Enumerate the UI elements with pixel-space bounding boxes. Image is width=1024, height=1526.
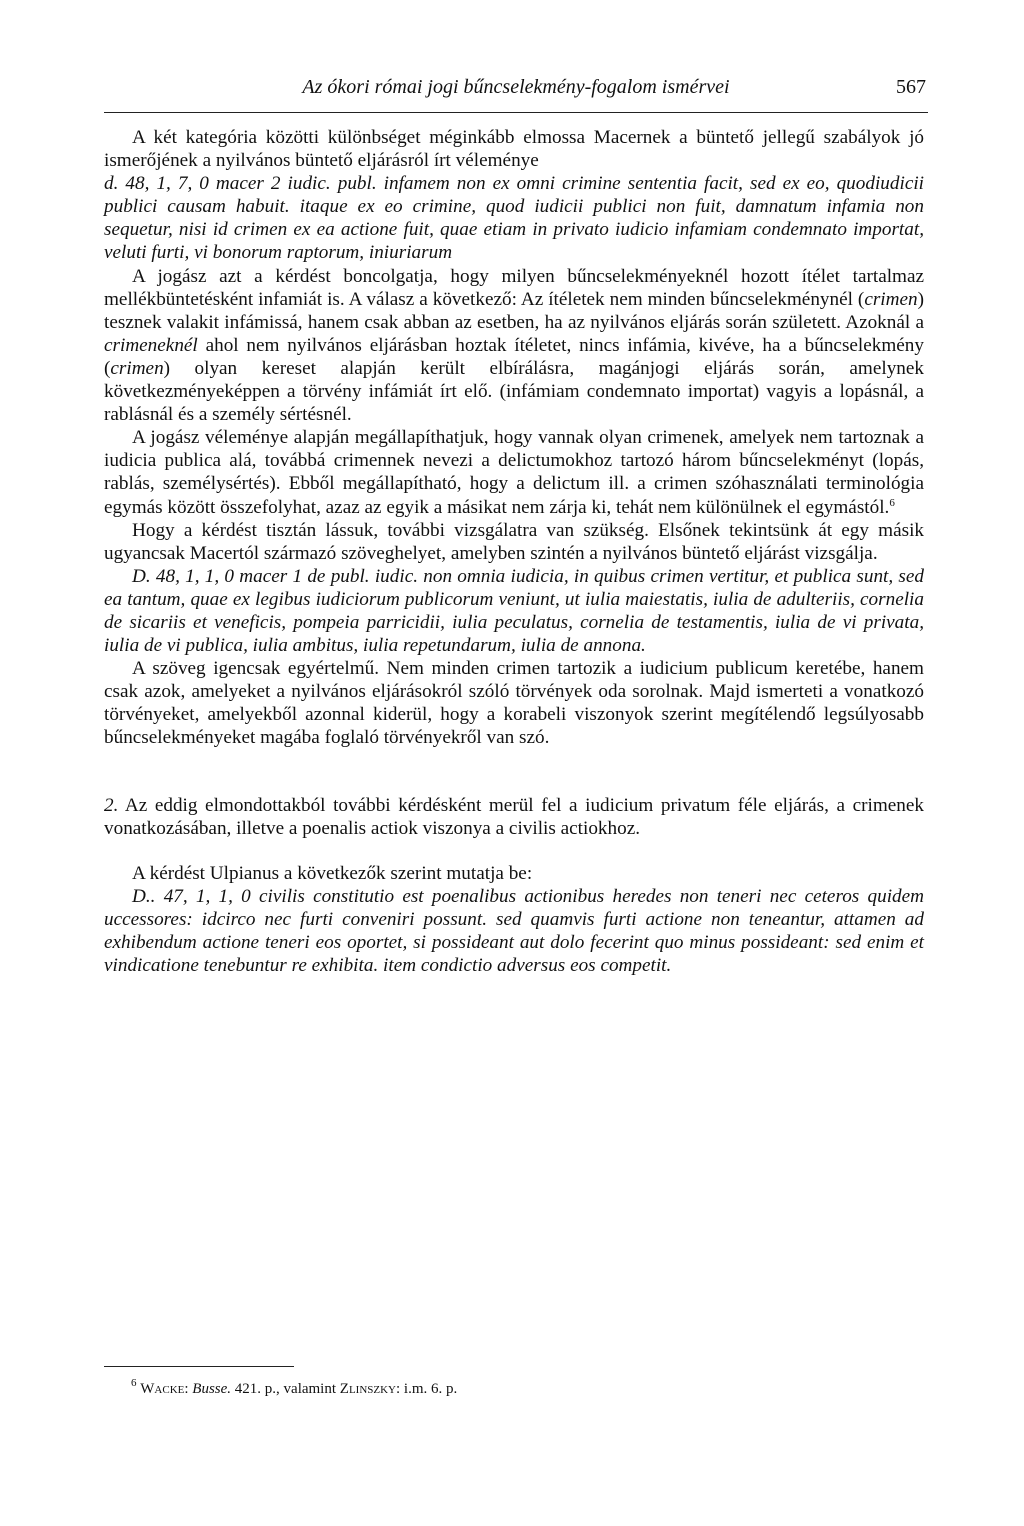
- page-number: 567: [896, 76, 926, 98]
- latin-quote: D.. 47, 1, 1, 0 civilis constitutio est poenalibus actionibus heredes non teneri nec ceteros quidem uccessores: idcirco nec furti conveniri possunt. sed quamvis furti actione non teneantur, attamen ad exhibendum actione teneri eos oportet, si possideant aut dolo fecerint quo minus possideant: sed enim et vindicatione tenebuntur re exhibita. item condictio adversus eos competit.: [104, 885, 924, 977]
- header-rule: [104, 112, 928, 113]
- footnote-rule: [104, 1366, 294, 1367]
- running-header: [104, 70, 928, 110]
- latin-quote: d. 48, 1, 7, 0 macer 2 iudic. publ. infamem non ex omni crimine sententia facit, sed ex eo, quodiudicii publici causam habuit. itaque ex eo crimine, quod iudicii publici non fuit, damnatum infamia non sequetur, nisi id crimen ex ea actione fuit, quae etiam in privato iudicio infamiam condemnato importat, veluti furti, vi bonorum raptorum, iniuriarum: [104, 173, 924, 264]
- body-text: [104, 126, 924, 977]
- section-paragraph: 2. Az eddig elmondottakból további kérdésként merül fel a iudicium privatum féle eljárás, a crimenek vonatkozásában, illetve a poenalis actiok viszonya a civilis actiokhoz.: [104, 794, 924, 839]
- paragraph: A két kategória közötti különbséget méginkább elmossa Macernek a büntető jellegű szabályok jó ismerőjének a nyilvános büntető eljárásról írt véleménye: [104, 127, 924, 172]
- paragraph: A kérdést Ulpianus a következők szerint mutatja be:: [132, 862, 533, 884]
- paragraph: A szöveg igencsak egyértelmű. Nem minden crimen tartozik a iudicium publicum keretébe, hanem csak azok, amelyeket a nyilvános eljárásokról szóló törvények oda sorolnak. Majd ismerteti a vonatkozó törvényeket, amelyekből azonnal kiderül, hogy a korabeli viszonyok szerint megítélendő legsúlyosabb bűncselekményeket magába foglaló törvényekről van szó.: [104, 658, 924, 749]
- footnote: $^6$ Wacke: Busse. 421. p., valamint Zlinszky: i.m. 6. p.: [131, 1377, 458, 1397]
- paragraph: A jogász azt a kérdést boncolgatja, hogy milyen bűncselekményeknél hozott ítélet tartalmaz mellékbüntetésként infamiát is. A válasz a következő: Az ítéletek nem minden bűncselekménynél (crimen) tesznek valakit infámissá, hanem csak abban az esetben, ha az nyilvános eljárás során született. Azoknál a crimeneknél ahol nem nyilvános eljárásban hoztak ítéletet, nincs infámia, kivéve, ha a bűncselekmény (crimen) olyan kereset alapján került elbírálásra, magánjogi eljárás során, amelynek következményeképpen a törvény infámiát írt elő. (infámiam condemnato importat) vagyis a lopásnál, a rablásnál és a személy sértésnél.: [104, 265, 924, 426]
- footnote-ref[interactable]: 6: [889, 496, 895, 509]
- paragraph: A jogász véleménye alapján megállapíthatjuk, hogy vannak olyan crimenek, amelyek nem tartoznak a iudicia publica alá, továbbá crimennek nevezi a delictumokhoz tartozó három bűncselekményt (lopás, rablás, személysértés). Ebből megállapítható, hogy a delictum ill. a crimen szóhasználati terminológia egymás között összefolyhat, azaz az egyik a másikat nem zárja ki, tehát nem különülnek el egymástól.$^6$: [104, 427, 924, 518]
- header-title: Az ókori római jogi bűncselekmény-fogalom ismérvei: [302, 76, 730, 98]
- footnote-number: 6: [131, 1377, 137, 1389]
- spacer: [104, 750, 924, 794]
- section-number: 2.: [104, 794, 119, 816]
- latin-quote: D. 48, 1, 1, 0 macer 1 de publ. iudic. non omnia iudicia, in quibus crimen vertitur, et publica sunt, sed ea tantum, quae ex legibus iudiciorum publicorum veniunt, ut iulia maiestatis, iulia de adulteriis, cornelia de sicariis et veneficis, pompeia parricidii, iulia peculatus, cornelia de testamentis, iulia de vi privata, iulia de vi publica, iulia ambitus, iulia repetundarum, iulia de annona.: [104, 565, 924, 657]
- spacer: [104, 840, 924, 862]
- paragraph: Hogy a kérdést tisztán lássuk, további vizsgálatra van szükség. Elsőnek tekintsünk át egy másik ugyancsak Macertól származó szöveghelyet, amelyben szintén a nyilvános büntető eljárást vizsgálja.: [104, 519, 924, 564]
